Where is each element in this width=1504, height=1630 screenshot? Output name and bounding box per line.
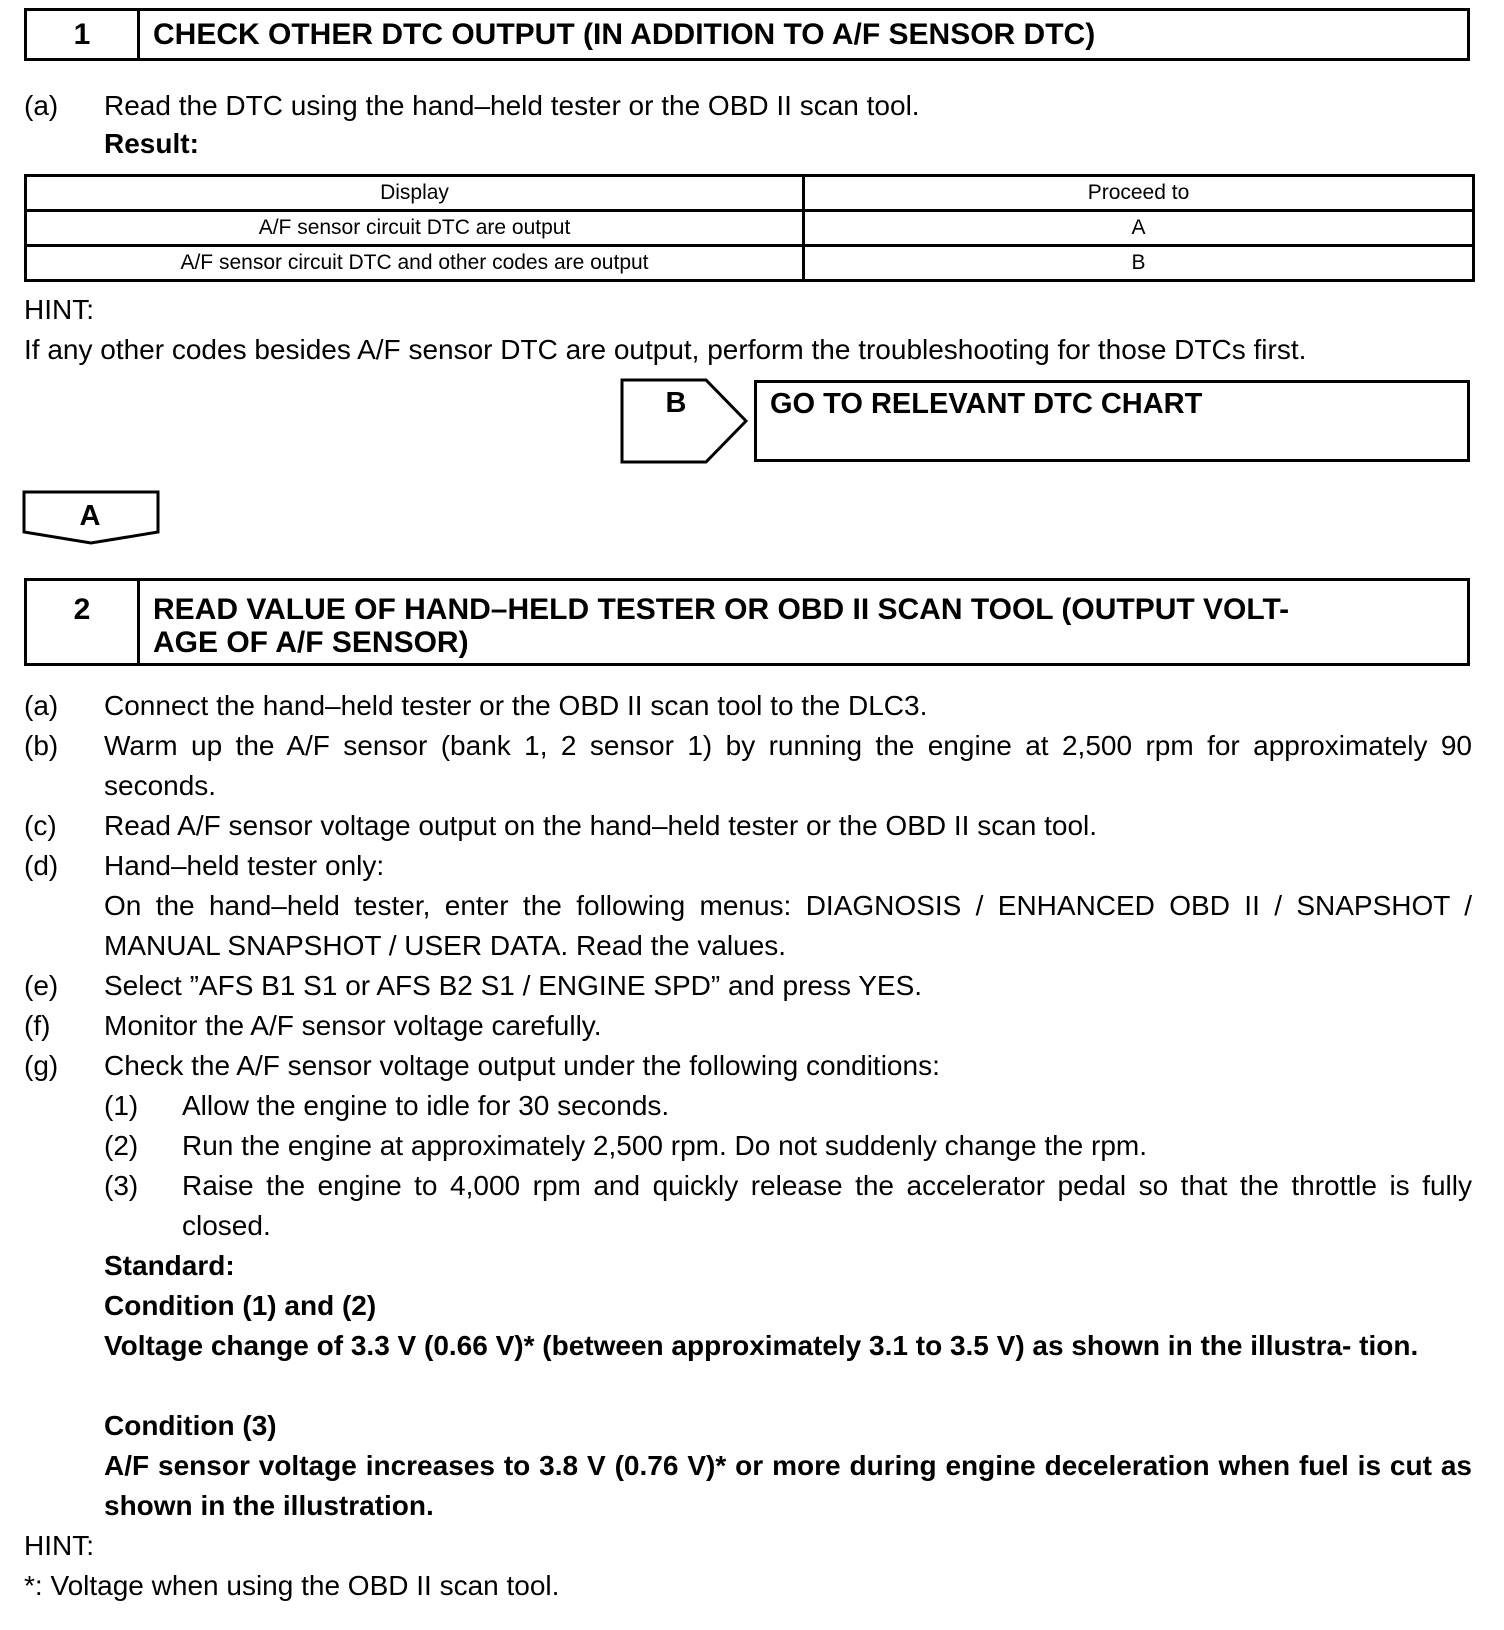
branch-a-arrow-icon (22, 490, 162, 546)
step-1-number: 1 (27, 11, 140, 58)
sub-item-1-number: (1) (104, 1090, 139, 1121)
step-2-hint-label: HINT: (24, 1530, 94, 1561)
condition-3-text: A/F sensor voltage increases to 3.8 V (0.76 V)* or more during engine deceleration when fuel is cut as shown in the illustration. (104, 1450, 1472, 1521)
branch-b-label: B (665, 387, 687, 419)
step-2-item-e-text: Select ”AFS B1 S1 or AFS B2 S1 / ENGINE SPD” and press YES. (104, 970, 923, 1001)
condition-3-label: Condition (3) (104, 1410, 277, 1441)
step-1-title: CHECK OTHER DTC OUTPUT (IN ADDITION TO A/F SENSOR DTC) (153, 18, 1096, 51)
step-2-item-b-letter: (b) (24, 730, 59, 761)
step-2-item-c-text: Read A/F sensor voltage output on the hand–held tester or the OBD II scan tool. (104, 810, 1098, 841)
step-2-item-b-text: Warm up the A/F sensor (bank 1, 2 sensor 1) by running the engine at 2,500 rpm for approximately 90 seconds. (104, 730, 1472, 801)
step-2-item-f-letter: (f) (24, 1010, 51, 1041)
table-header-proceed: Proceed to (804, 176, 1474, 211)
table-header-display: Display (26, 176, 804, 211)
step-2-item-e-letter: (e) (24, 970, 59, 1001)
branch-b-arrow-icon (620, 378, 752, 464)
step-1-hint-text: If any other codes besides A/F sensor DTC are output, perform the troubleshooting for those DTCs first. (24, 334, 1307, 365)
table-cell: B (804, 246, 1474, 281)
condition-1-2-label: Condition (1) and (2) (104, 1290, 377, 1321)
table-cell: A (804, 211, 1474, 246)
table-cell: A/F sensor circuit DTC and other codes are output (26, 246, 804, 281)
step-2-item-d-letter: (d) (24, 850, 59, 881)
step-1-header (24, 8, 1470, 61)
step-2-item-c-letter: (c) (24, 810, 57, 841)
step-2-item-a-letter: (a) (24, 690, 59, 721)
sub-item-2-number: (2) (104, 1130, 139, 1161)
step-2-item-d-text: Hand–held tester only: (104, 850, 385, 881)
step-1-hint-label: HINT: (24, 294, 94, 325)
step-1-item-a-letter: (a) (24, 90, 59, 121)
condition-1-2-text: Voltage change of 3.3 V (0.66 V)* (between approximately 3.1 to 3.5 V) as shown in the illustra- tion. (104, 1330, 1419, 1361)
standard-label: Standard: (104, 1250, 235, 1281)
step-2-title-line-1: READ VALUE OF HAND–HELD TESTER OR OBD II SCAN TOOL (OUTPUT VOLT- (153, 593, 1290, 626)
sub-item-1-text: Allow the engine to idle for 30 seconds. (182, 1090, 670, 1121)
step-2-header (24, 578, 1470, 666)
result-table (24, 174, 1475, 282)
step-2-title (140, 581, 1467, 663)
branch-a-label: A (79, 500, 101, 532)
branch-b-result: GO TO RELEVANT DTC CHART (754, 380, 1470, 462)
step-2-item-g-text: Check the A/F sensor voltage output under the following conditions: (104, 1050, 940, 1081)
table-row (26, 211, 1474, 246)
step-2-hint-text: *: Voltage when using the OBD II scan tool. (24, 1570, 560, 1601)
step-2-title-line-2: AGE OF A/F SENSOR) (153, 626, 469, 659)
step-2-item-a-text: Connect the hand–held tester or the OBD II scan tool to the DLC3. (104, 690, 928, 721)
step-2-item-g-letter: (g) (24, 1050, 59, 1081)
step-2-item-f-text: Monitor the A/F sensor voltage carefully. (104, 1010, 602, 1041)
table-cell: A/F sensor circuit DTC are output (26, 211, 804, 246)
step-2-number: 2 (27, 581, 140, 663)
table-row (26, 246, 1474, 281)
sub-item-3-number: (3) (104, 1170, 139, 1201)
sub-item-2-text: Run the engine at approximately 2,500 rpm. Do not suddenly change the rpm. (182, 1130, 1148, 1161)
table-header-row (26, 176, 1474, 211)
step-1-item-a-text: Read the DTC using the hand–held tester or the OBD II scan tool. (104, 90, 920, 121)
result-label: Result: (104, 128, 199, 159)
step-2-item-d-text-2: On the hand–held tester, enter the following menus: DIAGNOSIS / ENHANCED OBD II / SNAPSHOT / MANUAL SNAPSHOT / USER DATA. Read the values. (104, 890, 1472, 961)
sub-item-3-text: Raise the engine to 4,000 rpm and quickly release the accelerator pedal so that the throttle is fully closed. (182, 1170, 1472, 1241)
